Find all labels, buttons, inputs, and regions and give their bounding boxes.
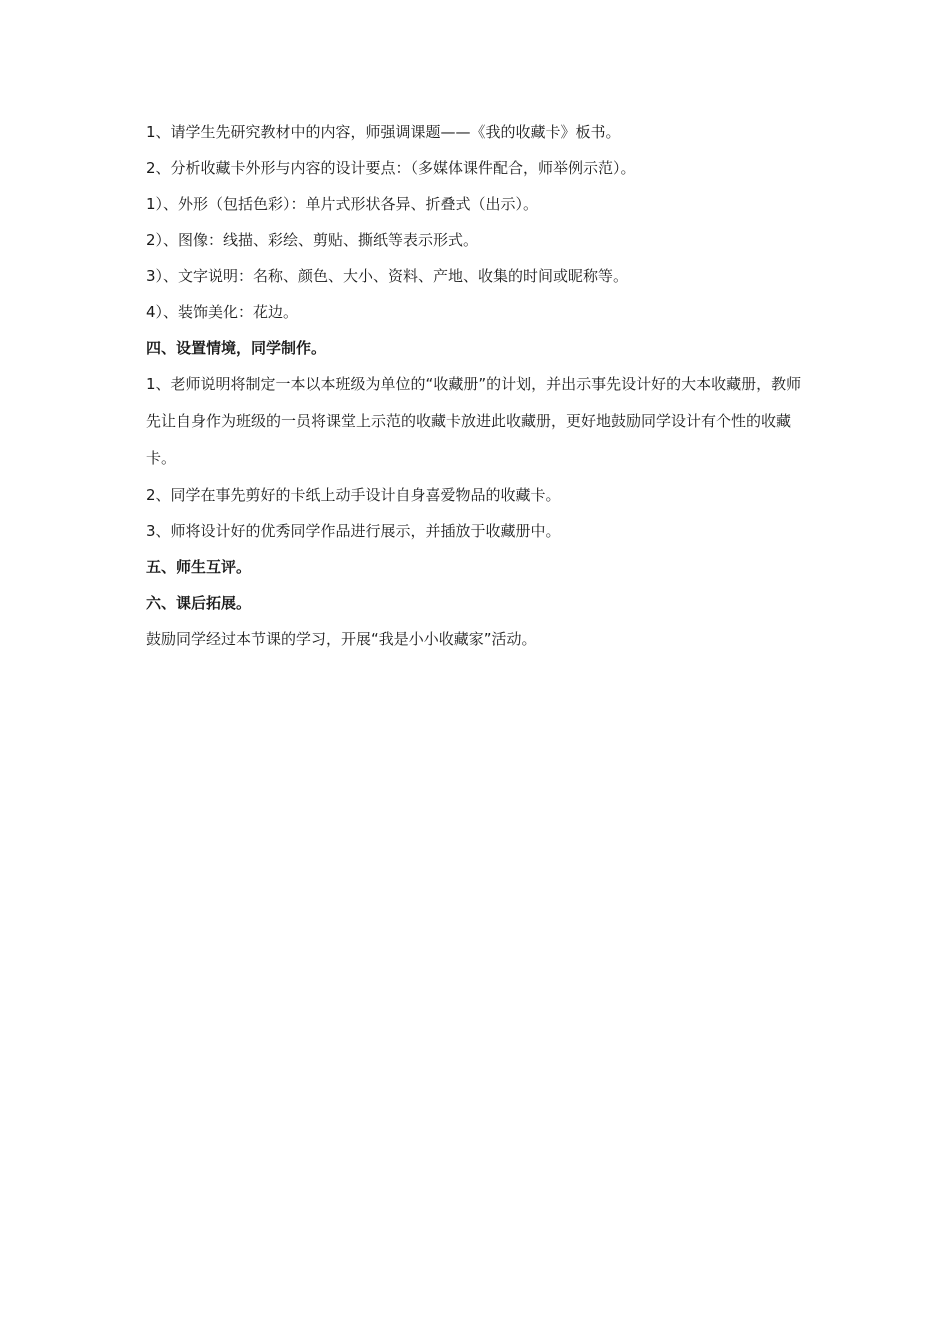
section-6-heading: 六、课后拓展。 xyxy=(146,594,252,612)
section-4-paragraph-1: 1、老师说明将制定一本以本班级为单位的“收藏册”的计划，并出示事先设计好的大本收藏册，教师先让自身作为班级的一员将课堂上示范的收藏卡放进此收藏册，更好地鼓励同学设计有个性的收藏卡。 xyxy=(146,375,802,467)
section-5-heading: 五、师生互评。 xyxy=(146,558,252,576)
design-point-shape: 1）、外形（包括色彩）：单片式形状各异、折叠式（出示）。 xyxy=(146,195,539,213)
document-body xyxy=(146,114,814,657)
design-point-decoration: 4）、装饰美化：花边。 xyxy=(146,303,299,321)
section-4-paragraph-2: 2、同学在事先剪好的卡纸上动手设计自身喜爱物品的收藏卡。 xyxy=(146,486,561,504)
step-1-line: 1、请学生先研究教材中的内容，师强调课题——《我的收藏卡》板书。 xyxy=(146,123,621,141)
section-6-paragraph-1: 鼓励同学经过本节课的学习，开展“我是小小收藏家”活动。 xyxy=(146,630,537,648)
step-2-line: 2、分析收藏卡外形与内容的设计要点：（多媒体课件配合，师举例示范）。 xyxy=(146,159,636,177)
design-point-text: 3）、文字说明：名称、颜色、大小、资料、产地、收集的时间或昵称等。 xyxy=(146,267,629,285)
section-4-paragraph-3: 3、师将设计好的优秀同学作品进行展示，并插放于收藏册中。 xyxy=(146,522,561,540)
section-4-heading: 四、设置情境，同学制作。 xyxy=(146,339,327,357)
design-point-image: 2）、图像：线描、彩绘、剪贴、撕纸等表示形式。 xyxy=(146,231,479,249)
